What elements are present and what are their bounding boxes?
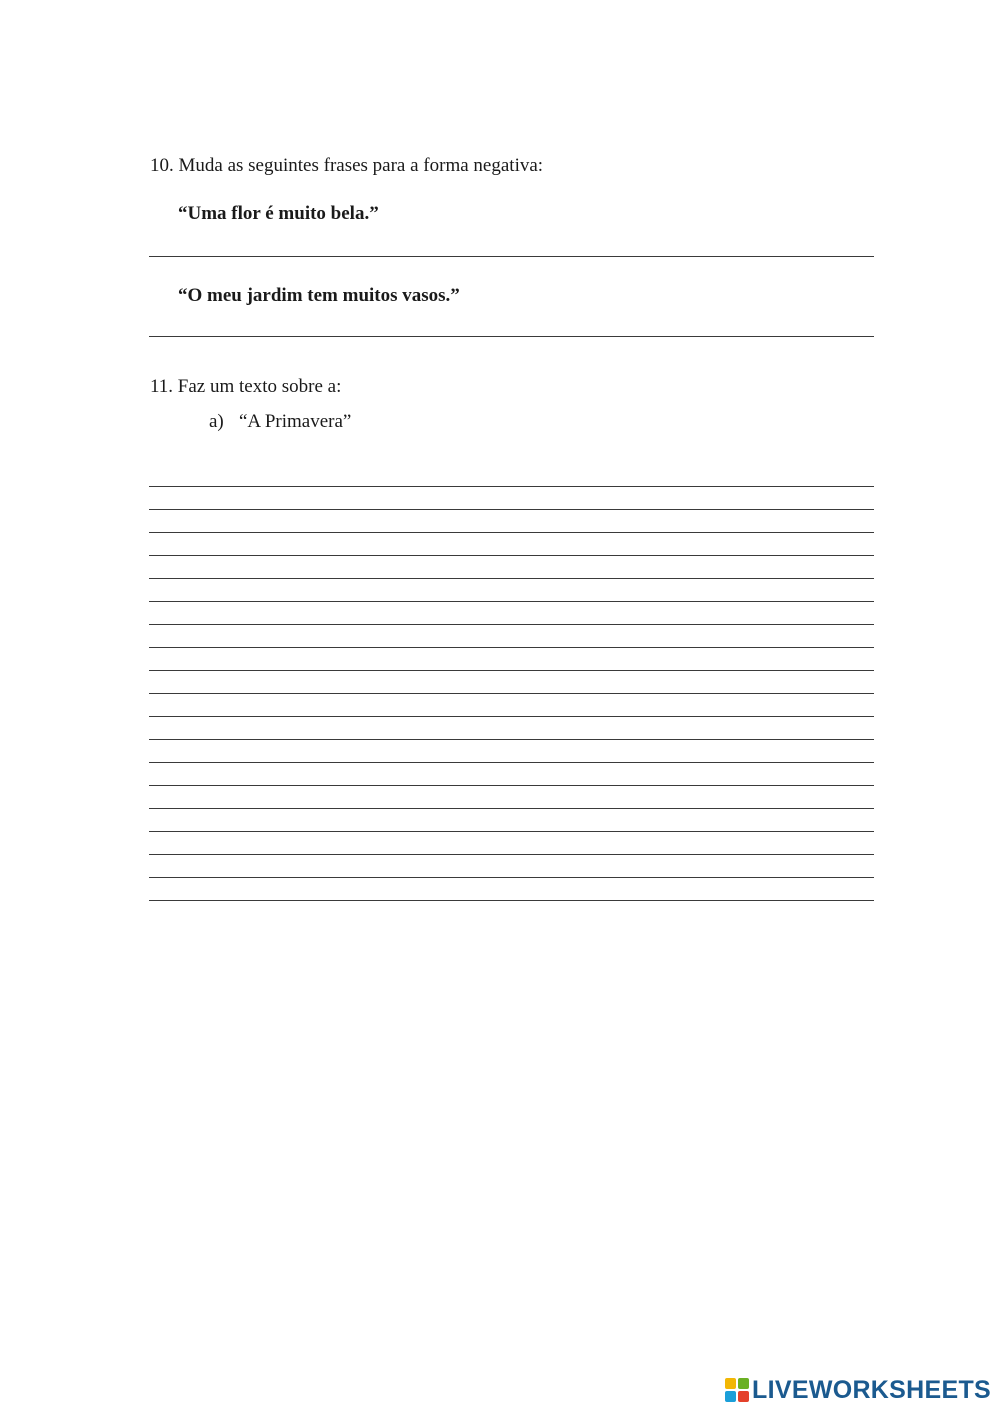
writing-line[interactable] (149, 578, 874, 579)
answer-line-1[interactable] (149, 256, 874, 257)
answer-line-2[interactable] (149, 336, 874, 337)
writing-line[interactable] (149, 509, 874, 510)
writing-line[interactable] (149, 900, 874, 901)
logo-square (725, 1378, 736, 1389)
writing-line[interactable] (149, 739, 874, 740)
writing-line[interactable] (149, 785, 874, 786)
sub-item-text: “A Primavera” (239, 411, 352, 432)
liveworksheets-logo (725, 1377, 991, 1403)
question-11-title: 11. Faz um texto sobre a: (150, 376, 342, 397)
writing-line[interactable] (149, 693, 874, 694)
sub-item-a (209, 410, 351, 434)
question-10-title: 10. Muda as seguintes frases para a forma negativa: (150, 155, 544, 176)
writing-line[interactable] (149, 877, 874, 878)
sentence-1: “Uma flor é muito bela.” (178, 203, 379, 224)
writing-line[interactable] (149, 532, 874, 533)
writing-line[interactable] (149, 486, 874, 487)
sub-item-marker: a) (209, 411, 224, 432)
writing-line[interactable] (149, 647, 874, 648)
writing-line[interactable] (149, 854, 874, 855)
liveworksheets-icon (725, 1378, 749, 1402)
writing-line[interactable] (149, 601, 874, 602)
writing-line[interactable] (149, 624, 874, 625)
writing-line[interactable] (149, 555, 874, 556)
writing-line[interactable] (149, 808, 874, 809)
sentence-2: “O meu jardim tem muitos vasos.” (178, 285, 460, 306)
writing-line[interactable] (149, 762, 874, 763)
writing-line[interactable] (149, 716, 874, 717)
logo-square (725, 1391, 736, 1402)
writing-line[interactable] (149, 831, 874, 832)
logo-square (738, 1391, 749, 1402)
logo-square (738, 1378, 749, 1389)
writing-line[interactable] (149, 670, 874, 671)
liveworksheets-wordmark: LIVEWORKSHEETS (752, 1376, 991, 1404)
